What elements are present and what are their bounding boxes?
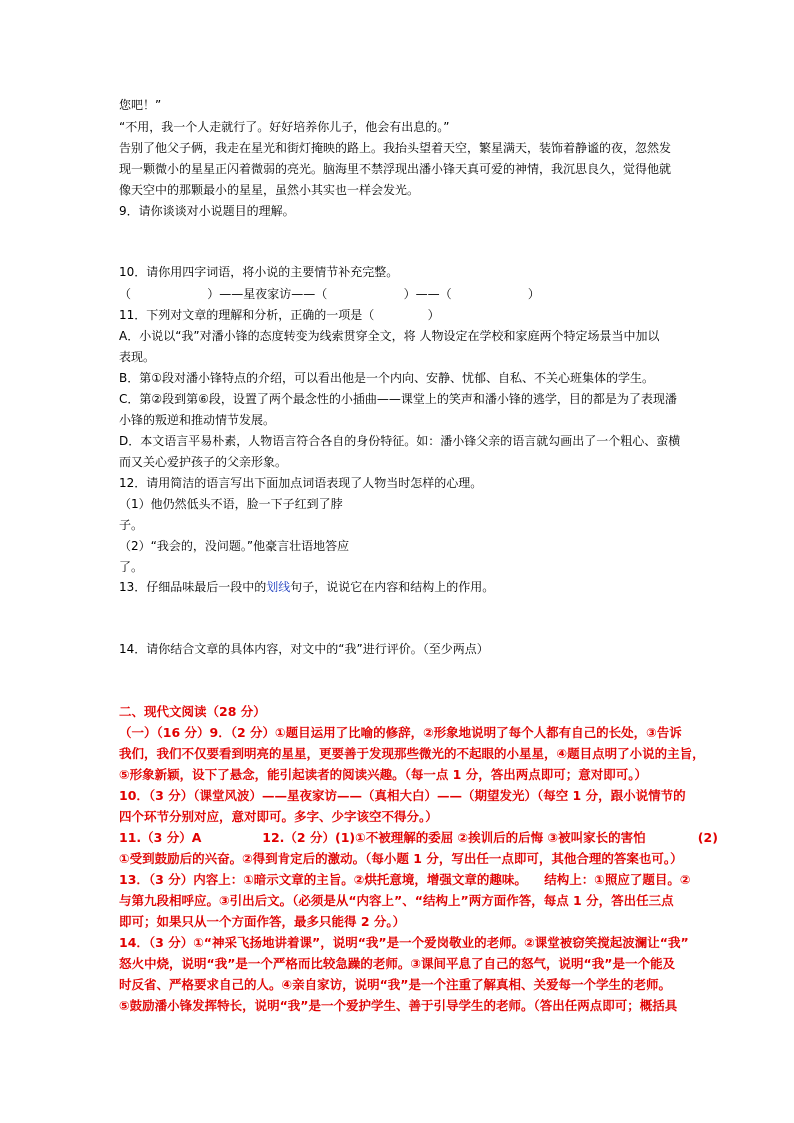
story-line: 您吧！” bbox=[119, 98, 162, 112]
story-line: 像天空中的那颗最小的星星，虽然小其实也一样会发光。 bbox=[119, 183, 420, 197]
question-11-option-b: B．第①段对潘小锋特点的介绍，可以看出他是一个内向、安静、忧郁、自私、不关心班集体的学生。 bbox=[119, 371, 654, 385]
question-9: 9．请你谈谈对小说题目的理解。 bbox=[119, 204, 295, 218]
question-11-option-c: C．第②段到第⑥段，设置了两个最念性的小插曲——课堂上的笑声和潘小锋的逃学，目的都是为了表现潘 bbox=[119, 392, 677, 406]
question-11-option-c-cont: 小锋的叛逆和推动情节发展。 bbox=[119, 413, 276, 427]
answer-line: 10．（3 分）（课堂风波）——星夜家访——（真相大白）——（期望发光）（每空 1 分，跟小说情节的 bbox=[119, 788, 686, 803]
story-line: 现一颗微小的星星正闪着微弱的亮光。脑海里不禁浮现出潘小锋天真可爱的神情，我沉思良久，觉得他就 bbox=[119, 162, 672, 176]
question-11-option-d: D．本文语言平易朴素，人物语言符合各自的身份特征。如：潘小锋父亲的语言就勾画出了一个粗心、蛮横 bbox=[119, 434, 681, 448]
answer-line: ⑤鼓励潘小锋发挥特长，说明“我”是一个爱护学生、善于引导学生的老师。（答出任两点即可；概括具 bbox=[119, 998, 678, 1013]
question-11-option-a: A．小说以“我”对潘小锋的态度转变为线索贯穿全文，将 人物设定在学校和家庭两个特定场景当中加以 bbox=[119, 329, 660, 343]
question-12-1: （1）他仍然低头不语，脸一下子红到了脖 bbox=[119, 497, 343, 511]
question-12: 12．请用简洁的语言写出下面加点词语表现了人物当时怎样的心理。 bbox=[119, 476, 483, 490]
question-13 bbox=[119, 580, 494, 595]
answer-heading: 二、现代文阅读（28 分） bbox=[119, 704, 266, 719]
answer-line: 13．（3 分）内容上：①暗示文章的主旨。②烘托意境，增强文章的趣味。 结构上：①照应了题目。② bbox=[119, 872, 691, 887]
question-11-option-d-cont: 而又关心爱护孩子的父亲形象。 bbox=[119, 455, 288, 469]
question-10: 10．请你用四字词语，将小说的主要情节补充完整。 bbox=[119, 265, 399, 279]
answer-line: ⑤形象新颖，设下了悬念，能引起读者的阅读兴趣。（每一点 1 分，答出两点即可；意对即可。） bbox=[119, 767, 647, 782]
answer-line: ①受到鼓励后的兴奋。②得到肯定后的激动。（每小题 1 分，写出任一点即可，其他合理的答案也可。） bbox=[119, 851, 683, 866]
answer-line: 11.（3 分）A 12.（2 分）(1)①不被理解的委屈 ②挨训后的后悔 ③被叫家长的害怕 (2) bbox=[119, 830, 718, 845]
question-12-2-cont: 了。 bbox=[119, 560, 144, 574]
story-line: 告别了他父子俩，我走在星光和街灯掩映的路上。我抬头望着天空，繁星满天，装饰着静谧的夜，忽然发 bbox=[119, 141, 672, 155]
answer-line: 即可；如果只从一个方面作答，最多只能得 2 分。） bbox=[119, 914, 406, 929]
question-14: 14．请你结合文章的具体内容，对文中的“我”进行评价。（至少两点） bbox=[119, 642, 489, 656]
answer-line: 与第九段相呼应。③引出后文。（必须是从“内容上”、“结构上”两方面作答，每点 1 分，答出任三点 bbox=[119, 893, 674, 908]
question-13-text-post: 句子，说说它在内容和结构上的作用。 bbox=[290, 580, 495, 594]
answer-line: 四个环节分别对应，意对即可。多字、少字该空不得分。） bbox=[119, 809, 438, 824]
question-13-text: 13．仔细品味最后一段中的 bbox=[119, 580, 267, 594]
question-12-1-cont: 子。 bbox=[119, 518, 144, 532]
question-13-link[interactable]: 划线 bbox=[266, 580, 291, 594]
question-10-blanks: （ ）——星夜家访——（ ）——（ ） bbox=[119, 287, 540, 301]
question-12-2: （2）“我会的，没问题。”他豪言壮语地答应 bbox=[119, 539, 350, 553]
question-11-option-a-cont: 表现。 bbox=[119, 350, 156, 364]
answer-line: 我们，我们不仅要看到明亮的星星，更要善于发现那些微光的不起眼的小星星，④题目点明了小说的主旨， bbox=[119, 746, 705, 761]
answer-line: 时反省、严格要求自己的人。④亲自家访，说明“我”是一个注重了解真相、关爱每一个学生的老师。 bbox=[119, 977, 672, 992]
answer-line: （一）（16 分）9．（2 分）①题目运用了比喻的修辞，②形象地说明了每个人都有自己的长处，③告诉 bbox=[119, 725, 682, 740]
answer-line: 怒火中烧，说明“我”是一个严格而比较急躁的老师。③课间平息了自己的怒气，说明“我”是一个能及 bbox=[119, 956, 675, 971]
question-11: 11．下列对文章的理解和分析，正确的一项是（ ） bbox=[119, 308, 440, 322]
story-line: “不用，我一个人走就行了。好好培养你儿子，他会有出息的。” bbox=[119, 120, 450, 134]
answer-line: 14．（3 分）①“神采飞扬地讲着课”，说明“我”是一个爱岗敬业的老师。②课堂被窃笑搅起波澜让“我” bbox=[119, 935, 689, 950]
